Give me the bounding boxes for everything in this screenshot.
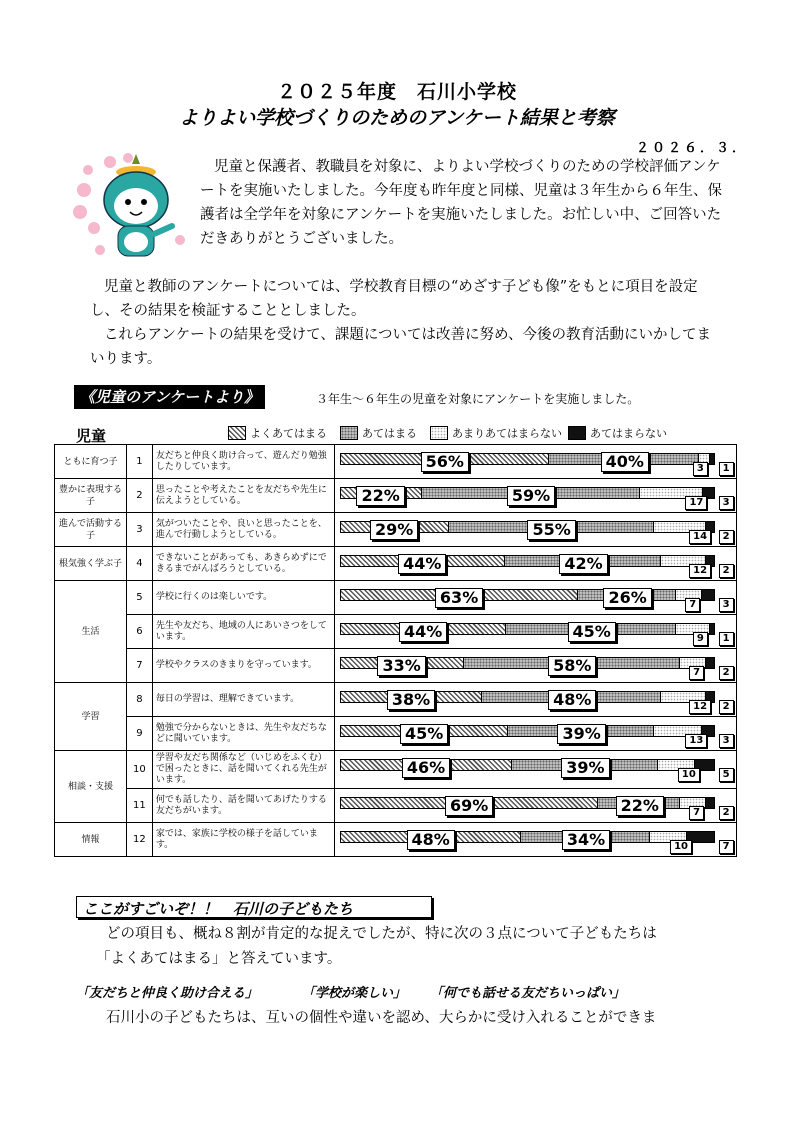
table-label: 児童: [76, 427, 107, 445]
percent-label: 48%: [407, 830, 455, 850]
percent-label: 39%: [561, 758, 609, 778]
section-note: ３年生～６年生の児童を対象にアンケートを実施しました。: [316, 392, 640, 406]
percent-label: 22%: [616, 796, 664, 816]
item-number: 2: [126, 479, 152, 513]
small-value-label: 2: [719, 806, 734, 820]
table-row: [55, 615, 737, 649]
small-value-label: 2: [719, 700, 734, 714]
bar-cell: [334, 789, 736, 823]
table-row: [55, 581, 737, 615]
percent-label: 33%: [377, 656, 425, 676]
small-value-label: 10: [670, 840, 692, 854]
legend-item: [430, 425, 562, 441]
percent-label: 38%: [387, 690, 435, 710]
percent-label: 46%: [402, 758, 450, 778]
percent-label: 44%: [399, 622, 447, 642]
bar-cell: [334, 479, 736, 513]
table-row: [55, 751, 737, 789]
table-row: [55, 547, 737, 581]
percent-label: 55%: [527, 520, 575, 540]
legend-item: [228, 425, 327, 441]
small-value-label: 7: [689, 666, 704, 680]
item-number: 4: [126, 547, 152, 581]
bar-segment: [706, 658, 713, 668]
question-text: 毎日の学習は、理解できています。: [152, 683, 334, 717]
bar-cell: [334, 751, 736, 789]
percent-label: 44%: [398, 554, 446, 574]
intro-paragraph-2: 児童と教師のアンケートについては、学校教育目標の“めざす子ども像”をもとに項目を設定し、その結果を検証することとしました。: [90, 279, 698, 319]
percent-label: 26%: [603, 588, 651, 608]
highlight-paragraph-1b: 「よくあてはまる」と答えています。: [96, 951, 342, 967]
question-text: 学校やクラスのきまりを守っています。: [152, 649, 334, 683]
date: ２０２６．３．: [636, 141, 749, 156]
item-number: 6: [126, 615, 152, 649]
legend-swatch: [568, 426, 586, 440]
small-value-label: 7: [719, 840, 734, 854]
bar-cell: [334, 445, 736, 479]
category-cell: 根気強く学ぶ子: [55, 547, 127, 581]
small-value-label: 13: [685, 734, 707, 748]
legend-item: [340, 425, 417, 441]
small-value-label: 9: [693, 632, 708, 646]
intro-paragraph-3: これらアンケートの結果を受けて、課題については改善に努め、今後の教育活動にいかしてまいります。: [90, 327, 711, 367]
legend-swatch: [430, 426, 448, 440]
intro-paragraph-1: 児童と保護者、教職員を対象に、よりよい学校づくりのための学校評価アンケートを実施いたしました。今年度も昨年度と同様、児童は３年生から６年生、保護者は全学年を対象にアンケートを実施いたしました。お忙しい中、ご回答いただきありがとうございました。: [200, 159, 722, 247]
small-value-label: 5: [719, 768, 734, 782]
table-row: [55, 823, 737, 857]
percent-label: 29%: [370, 520, 418, 540]
bar-cell: [334, 823, 736, 857]
stacked-bar: [340, 725, 715, 737]
small-value-label: 12: [689, 700, 711, 714]
item-number: 5: [126, 581, 152, 615]
table-row: [55, 683, 737, 717]
small-value-label: 17: [685, 496, 707, 510]
highlight-heading: ここがすごいぞ！！ 石川の子どもたち: [76, 896, 432, 918]
small-value-label: 3: [719, 734, 734, 748]
stacked-bar: [340, 759, 715, 771]
title-line2: よりよい学校づくりのためのアンケート結果と考察: [179, 107, 615, 129]
small-value-label: 10: [678, 768, 700, 782]
question-text: 友だちと仲良く助け合って、遊んだり勉強したりしています。: [152, 445, 334, 479]
question-text: 先生や友だち、地域の人にあいさつをしています。: [152, 615, 334, 649]
bar-cell: [334, 717, 736, 751]
small-value-label: 2: [719, 564, 734, 578]
category-cell: 豊かに表現する子: [55, 479, 127, 513]
stacked-bar: [340, 453, 715, 465]
item-number: 7: [126, 649, 152, 683]
item-number: 11: [126, 789, 152, 823]
category-cell: 相談・支援: [55, 751, 127, 823]
item-number: 8: [126, 683, 152, 717]
bar-segment: [706, 798, 713, 808]
keyword-3: 「何でも話せる友だちいっぱい」: [430, 986, 626, 1001]
question-text: 学習や友だち関係など（いじめをふくむ）で困ったときに、話を聞いてくれる先生がいます。: [152, 751, 334, 789]
percent-label: 59%: [507, 486, 555, 506]
small-value-label: 3: [719, 598, 734, 612]
bar-cell: [334, 615, 736, 649]
percent-label: 45%: [568, 622, 616, 642]
percent-label: 22%: [356, 486, 404, 506]
legend-label: よくあてはまる: [250, 427, 327, 440]
small-value-label: 1: [719, 632, 734, 646]
highlight-paragraph-1: どの項目も、概ね８割が肯定的な捉えでしたが、特に次の３点について子どもたちは: [106, 926, 657, 942]
item-number: 10: [126, 751, 152, 789]
stacked-bar: [340, 555, 715, 567]
small-value-label: 1: [719, 462, 734, 476]
table-row: [55, 445, 737, 479]
stacked-bar: [340, 831, 715, 843]
question-text: 思ったことや考えたことを友だちや先生に伝えようとしている。: [152, 479, 334, 513]
keyword-1: 「友だちと仲良く助け合える」: [76, 986, 259, 1001]
bar-segment: [702, 590, 713, 600]
item-number: 12: [126, 823, 152, 857]
percent-label: 39%: [557, 724, 605, 744]
small-value-label: 14: [689, 530, 711, 544]
item-number: 3: [126, 513, 152, 547]
small-value-label: 12: [689, 564, 711, 578]
item-number: 9: [126, 717, 152, 751]
question-text: 学校に行くのは楽しいです。: [152, 581, 334, 615]
percent-label: 69%: [445, 796, 493, 816]
legend-label: あてはまらない: [590, 427, 667, 440]
mascot-illustration: [70, 150, 200, 270]
percent-label: 45%: [400, 724, 448, 744]
question-text: できないことがあっても、あきらめずにできるまでがんばろうとしている。: [152, 547, 334, 581]
table-row: [55, 649, 737, 683]
highlight-paragraph-2: 石川小の子どもたちは、互いの個性や違いを認め、大らかに受け入れることができま: [106, 1010, 657, 1026]
question-text: 家では、家族に学校の様子を話しています。: [152, 823, 334, 857]
bar-segment: [710, 624, 714, 634]
category-cell: 情報: [55, 823, 127, 857]
category-cell: ともに育つ子: [55, 445, 127, 479]
table-row: [55, 717, 737, 751]
legend-swatch: [340, 426, 358, 440]
bar-segment: [710, 454, 714, 464]
legend-label: あてはまる: [362, 427, 417, 440]
percent-label: 34%: [562, 830, 610, 850]
small-value-label: 7: [689, 806, 704, 820]
table-row: [55, 513, 737, 547]
bar-cell: [334, 581, 736, 615]
small-value-label: 7: [685, 598, 700, 612]
question-text: 勉強で分からないときは、先生や友だちなどに聞いています。: [152, 717, 334, 751]
keyword-2: 「学校が楽しい」: [302, 986, 407, 1001]
small-value-label: 3: [693, 462, 708, 476]
small-value-label: 2: [719, 530, 734, 544]
category-cell: 学習: [55, 683, 127, 751]
legend-swatch: [228, 426, 246, 440]
chart-legend: [228, 425, 708, 443]
bar-cell: [334, 649, 736, 683]
legend-label: あまりあてはまらない: [452, 427, 562, 440]
percent-label: 56%: [421, 452, 469, 472]
table-row: [55, 789, 737, 823]
small-value-label: 3: [719, 496, 734, 510]
percent-label: 42%: [559, 554, 607, 574]
title-line1: ２０２５年度 石川小学校: [276, 81, 517, 103]
item-number: 1: [126, 445, 152, 479]
survey-table: [54, 444, 737, 857]
question-text: 気がついたことや、良いと思ったことを、進んで行動しようとしている。: [152, 513, 334, 547]
small-value-label: 2: [719, 666, 734, 680]
stacked-bar: [340, 589, 715, 601]
percent-label: 63%: [435, 588, 483, 608]
stacked-bar: [340, 623, 715, 635]
question-text: 何でも話したり、話を聞いてあげたりする友だちがいます。: [152, 789, 334, 823]
bar-cell: [334, 513, 736, 547]
category-cell: 生活: [55, 581, 127, 683]
table-row: [55, 479, 737, 513]
category-cell: 進んで活動する子: [55, 513, 127, 547]
section-heading: 《児童のアンケートより》: [74, 385, 265, 409]
percent-label: 48%: [548, 690, 596, 710]
bar-cell: [334, 683, 736, 717]
bar-cell: [334, 547, 736, 581]
legend-item: [568, 425, 667, 441]
percent-label: 58%: [548, 656, 596, 676]
percent-label: 40%: [601, 452, 649, 472]
